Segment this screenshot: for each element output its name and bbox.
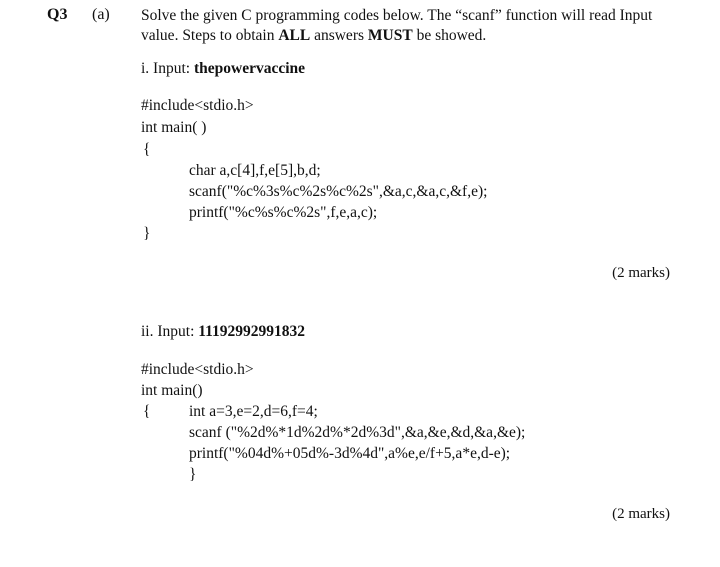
part-i-code-line-7: } bbox=[143, 225, 151, 242]
part-ii-code-line-6: printf("%04d%+05d%-3d%4d",a%e,e/f+5,a*e,d-e); bbox=[189, 445, 511, 462]
part-i-code-line-2: int main( ) bbox=[141, 119, 207, 136]
part-i-input-value: thepowervaccine bbox=[193, 60, 306, 77]
question-part: (a) bbox=[92, 6, 110, 23]
part-i-input bbox=[141, 60, 305, 78]
part-i-input-label: i. Input: bbox=[141, 60, 194, 77]
instruction-line-2 bbox=[141, 26, 652, 46]
instruction-text: value. Steps to obtain bbox=[141, 27, 279, 44]
part-ii-marks: (2 marks) bbox=[612, 506, 670, 522]
part-ii-code-line-7: } bbox=[189, 466, 197, 483]
part-i-code-line-3: { bbox=[143, 141, 151, 158]
part-ii-input bbox=[141, 323, 305, 341]
part-i-code-line-5: scanf("%c%3s%c%2s%c%2s",&a,c,&a,c,&f,e); bbox=[189, 183, 488, 200]
part-ii-input-label: ii. Input: bbox=[141, 323, 199, 340]
part-i-code-line-6: printf("%c%s%c%2s",f,e,a,c); bbox=[189, 204, 378, 221]
part-ii-input-value: 11192992991832 bbox=[198, 323, 306, 340]
part-ii-code-line-4: int a=3,e=2,d=6,f=4; bbox=[189, 403, 318, 420]
instruction-text: be showed. bbox=[412, 27, 487, 44]
part-i-marks: (2 marks) bbox=[612, 265, 670, 281]
part-ii-code-line-5: scanf ("%2d%*1d%2d%*2d%3d",&a,&e,&d,&a,&e); bbox=[189, 424, 526, 441]
instruction-text: answers bbox=[310, 27, 368, 44]
part-ii-code-line-3: { bbox=[143, 403, 151, 420]
part-ii-code-line-2: int main() bbox=[141, 382, 203, 399]
question-number: Q3 bbox=[47, 6, 68, 23]
question-instruction bbox=[141, 6, 652, 46]
instruction-emphasis-must: MUST bbox=[367, 27, 413, 44]
instruction-line-1: Solve the given C programming codes below. The “scanf” function will read Input bbox=[141, 7, 653, 24]
part-i-code-line-1: #include<stdio.h> bbox=[141, 97, 254, 114]
instruction-emphasis-all: ALL bbox=[278, 27, 311, 44]
part-ii-code-line-1: #include<stdio.h> bbox=[141, 361, 254, 378]
part-i-code-line-4: char a,c[4],f,e[5],b,d; bbox=[189, 162, 321, 179]
